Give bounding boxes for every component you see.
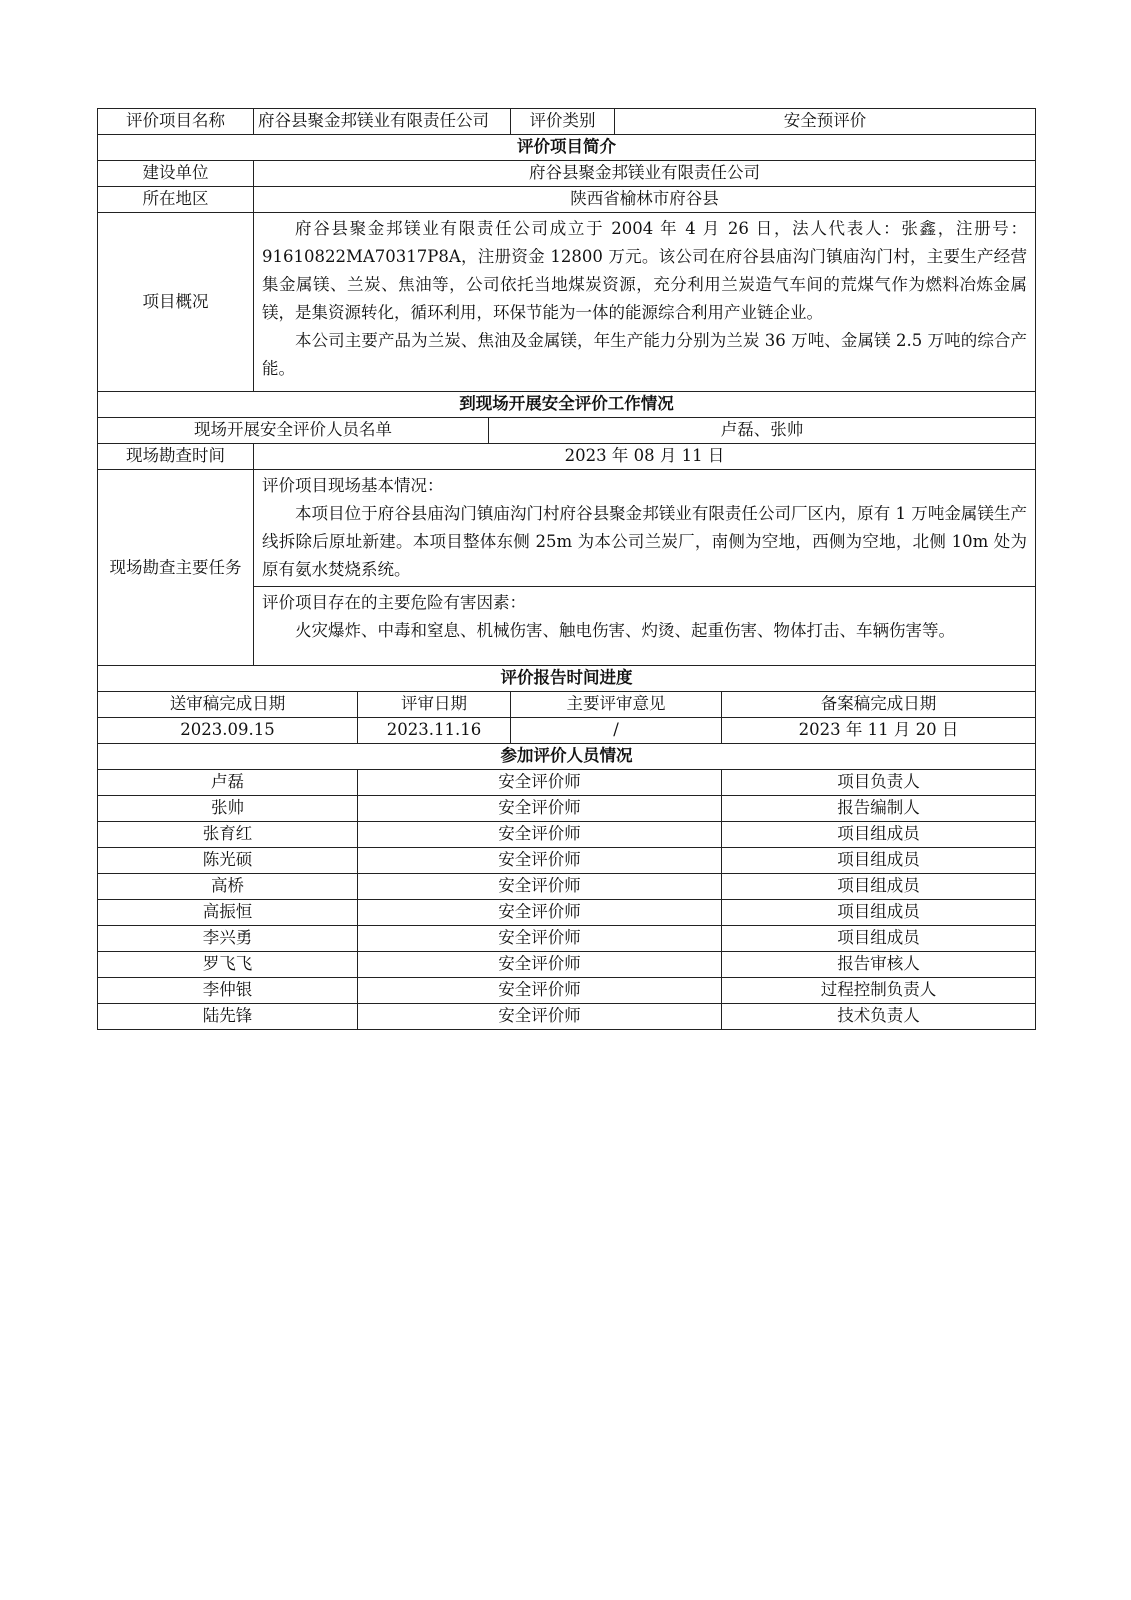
- person-title: 安全评价师: [358, 900, 722, 926]
- site-basic-content: [254, 470, 1036, 587]
- person-name: 李兴勇: [98, 926, 358, 952]
- person-name: 卢磊: [98, 770, 358, 796]
- person-name: 张帅: [98, 796, 358, 822]
- personnel-row: [98, 952, 1036, 978]
- schedule-section-title: 评价报告时间进度: [98, 666, 1036, 692]
- survey-time-label: 现场勘查时间: [98, 444, 254, 470]
- region-row: [98, 187, 1036, 213]
- personnel-row: [98, 770, 1036, 796]
- person-title: 安全评价师: [358, 770, 722, 796]
- hazard-text: 火灾爆炸、中毒和窒息、机械伤害、触电伤害、灼烫、起重伤害、物体打击、车辆伤害等。: [295, 621, 955, 640]
- person-name: 张育红: [98, 822, 358, 848]
- person-role: 项目组成员: [722, 900, 1036, 926]
- staff-label: 现场开展安全评价人员名单: [98, 418, 489, 444]
- person-name: 高振恒: [98, 900, 358, 926]
- onsite-section-row: [98, 392, 1036, 418]
- overview-paragraph-2: 本公司主要产品为兰炭、焦油及金属镁，年生产能力分别为兰炭 36 万吨、金属镁 2.5 万吨的综合产能。: [262, 331, 1027, 378]
- builder-row: [98, 161, 1036, 187]
- person-name: 陆先锋: [98, 1004, 358, 1030]
- person-role: 项目组成员: [722, 874, 1036, 900]
- schedule-header-row: [98, 692, 1036, 718]
- evaluation-info-table: [97, 108, 1036, 1030]
- category-value: 安全预评价: [615, 109, 1036, 135]
- personnel-row: [98, 978, 1036, 1004]
- person-title: 安全评价师: [358, 952, 722, 978]
- schedule-section-row: [98, 666, 1036, 692]
- personnel-section-title: 参加评价人员情况: [98, 744, 1036, 770]
- person-role: 项目组成员: [722, 848, 1036, 874]
- intro-section-title: 评价项目简介: [98, 135, 1036, 161]
- site-basic-text: 本项目位于府谷县庙沟门镇庙沟门村府谷县聚金邦镁业有限责任公司厂区内，原有 1 万吨金属镁生产线拆除后原址新建。本项目整体东侧 25m 为本公司兰炭厂，南侧为空地，西侧为空地，北侧 10m 处为原有氨水焚烧系统。: [262, 504, 1027, 579]
- person-name: 罗飞飞: [98, 952, 358, 978]
- overview-row: [98, 213, 1036, 392]
- schedule-header-opinion: 主要评审意见: [511, 692, 722, 718]
- person-role: 报告审核人: [722, 952, 1036, 978]
- survey-time-value: 2023 年 08 月 11 日: [254, 444, 1036, 470]
- category-label: 评价类别: [511, 109, 615, 135]
- person-title: 安全评价师: [358, 874, 722, 900]
- person-name: 陈光硕: [98, 848, 358, 874]
- personnel-row: [98, 926, 1036, 952]
- person-role: 项目组成员: [722, 926, 1036, 952]
- person-title: 安全评价师: [358, 978, 722, 1004]
- person-role: 技术负责人: [722, 1004, 1036, 1030]
- tasks-row-basic: [98, 470, 1036, 587]
- personnel-row: [98, 1004, 1036, 1030]
- schedule-value-filing: 2023 年 11 月 20 日: [722, 718, 1036, 744]
- schedule-value-submit: 2023.09.15: [98, 718, 358, 744]
- staff-row: [98, 418, 1036, 444]
- personnel-row: [98, 874, 1036, 900]
- person-role: 过程控制负责人: [722, 978, 1036, 1004]
- overview-label: 项目概况: [98, 213, 254, 392]
- personnel-row: [98, 900, 1036, 926]
- person-title: 安全评价师: [358, 926, 722, 952]
- person-title: 安全评价师: [358, 796, 722, 822]
- builder-value: 府谷县聚金邦镁业有限责任公司: [254, 161, 1036, 187]
- tasks-label: 现场勘查主要任务: [98, 470, 254, 666]
- person-name: 高桥: [98, 874, 358, 900]
- builder-label: 建设单位: [98, 161, 254, 187]
- person-title: 安全评价师: [358, 822, 722, 848]
- schedule-value-review: 2023.11.16: [358, 718, 511, 744]
- schedule-header-review: 评审日期: [358, 692, 511, 718]
- header-row: [98, 109, 1036, 135]
- person-role: 项目负责人: [722, 770, 1036, 796]
- overview-content: [254, 213, 1036, 392]
- schedule-header-filing: 备案稿完成日期: [722, 692, 1036, 718]
- schedule-header-submit: 送审稿完成日期: [98, 692, 358, 718]
- person-title: 安全评价师: [358, 848, 722, 874]
- schedule-value-row: [98, 718, 1036, 744]
- region-value: 陕西省榆林市府谷县: [254, 187, 1036, 213]
- hazard-content: [254, 587, 1036, 666]
- person-role: 报告编制人: [722, 796, 1036, 822]
- onsite-section-title: 到现场开展安全评价工作情况: [98, 392, 1036, 418]
- survey-time-row: [98, 444, 1036, 470]
- hazard-heading: 评价项目存在的主要危险有害因素：: [262, 593, 526, 612]
- staff-value: 卢磊、张帅: [489, 418, 1036, 444]
- schedule-value-opinion: /: [511, 718, 722, 744]
- person-role: 项目组成员: [722, 822, 1036, 848]
- personnel-row: [98, 848, 1036, 874]
- personnel-section-row: [98, 744, 1036, 770]
- overview-paragraph-1: 府谷县聚金邦镁业有限责任公司成立于 2004 年 4 月 26 日，法人代表人：张鑫，注册号：91610822MA70317P8A，注册资金 12800 万元。该公司在府谷县庙沟门镇庙沟门村，主要生产经营集金属镁、兰炭、焦油等，公司依托当地煤炭资源，充分利用兰炭造气车间的荒煤气作为燃料冶炼金属镁，是集资源转化，循环利用，环保节能为一体的能源综合利用产业链企业。: [262, 219, 1027, 322]
- personnel-row: [98, 796, 1036, 822]
- site-basic-heading: 评价项目现场基本情况：: [262, 476, 444, 495]
- region-label: 所在地区: [98, 187, 254, 213]
- personnel-row: [98, 822, 1036, 848]
- intro-section-row: [98, 135, 1036, 161]
- project-name-value: 府谷县聚金邦镁业有限责任公司: [254, 109, 511, 135]
- person-title: 安全评价师: [358, 1004, 722, 1030]
- person-name: 李仲银: [98, 978, 358, 1004]
- project-name-label: 评价项目名称: [98, 109, 254, 135]
